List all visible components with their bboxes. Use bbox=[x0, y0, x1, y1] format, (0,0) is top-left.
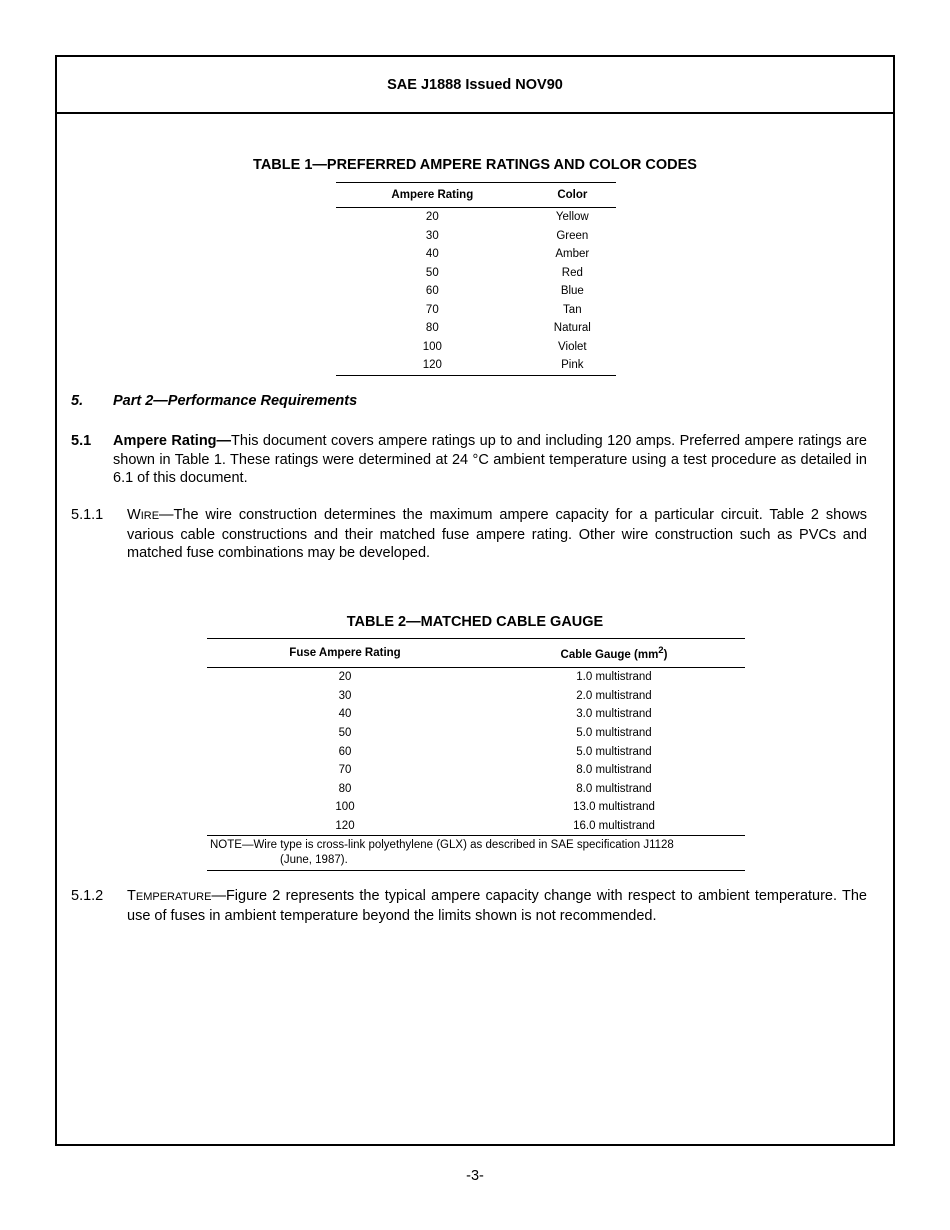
fuse-rating-cell: 50 bbox=[338, 727, 352, 740]
paragraph-number: 5.1.2 bbox=[71, 888, 104, 904]
ampere-cell: 120 bbox=[422, 359, 442, 372]
fuse-rating-cell: 60 bbox=[338, 745, 352, 758]
paragraph-heading-smallcaps: EMPERATURE bbox=[135, 891, 212, 903]
fuse-rating-cell: 40 bbox=[338, 708, 352, 721]
gauge-cell: 13.0 multistrand bbox=[573, 801, 655, 814]
paragraph-heading-smallcaps: IRE bbox=[140, 510, 160, 522]
page-frame bbox=[55, 55, 895, 1146]
column-header: Fuse Ampere Rating bbox=[207, 639, 483, 668]
table-row bbox=[336, 282, 616, 301]
gauge-cell: 5.0 multistrand bbox=[576, 745, 652, 758]
paragraph-5-1-2 bbox=[71, 887, 867, 925]
color-cell: Green bbox=[556, 229, 589, 242]
ampere-cell: 70 bbox=[425, 303, 439, 316]
paragraph-text: —The wire construction determines the maximum ampere capacity for a particular circuit. Table 2 shows various cable constructions and their matched fuse ampere rating. Other wire construction such as PVCs and matched fuse combinations may be developed. bbox=[127, 507, 867, 561]
paragraph-5-1 bbox=[71, 432, 867, 488]
table1-ampere-color bbox=[336, 182, 616, 376]
fuse-rating-cell: 100 bbox=[335, 801, 355, 814]
table1-title: TABLE 1—PREFERRED AMPERE RATINGS AND COLOR CODES bbox=[253, 157, 697, 173]
paragraph-heading-initial: W bbox=[127, 507, 141, 523]
fuse-rating-cell: 80 bbox=[338, 782, 352, 795]
table-row bbox=[207, 687, 745, 706]
ampere-cell: 50 bbox=[425, 266, 439, 279]
table-row bbox=[207, 761, 745, 780]
document-header bbox=[57, 57, 893, 114]
table2-title: TABLE 2—MATCHED CABLE GAUGE bbox=[346, 614, 604, 630]
color-cell: Violet bbox=[558, 340, 587, 353]
section-number: 5. bbox=[71, 393, 84, 409]
table2-cable-gauge bbox=[207, 638, 745, 871]
column-header: Color bbox=[529, 183, 616, 208]
gauge-cell: 5.0 multistrand bbox=[576, 727, 652, 740]
table-row bbox=[207, 724, 745, 743]
column-header: Cable Gauge $(mm^2)$ bbox=[483, 639, 745, 668]
table-row bbox=[336, 208, 616, 227]
gauge-cell: 8.0 multistrand bbox=[576, 764, 652, 777]
section-5-heading bbox=[71, 393, 357, 409]
table-row bbox=[207, 817, 745, 836]
ampere-cell: 20 bbox=[425, 211, 439, 224]
page-number: -3- bbox=[466, 1168, 484, 1184]
fuse-rating-cell: 120 bbox=[335, 820, 355, 833]
color-cell: Tan bbox=[563, 303, 582, 316]
color-cell: Blue bbox=[560, 285, 584, 298]
color-cell: Red bbox=[561, 266, 583, 279]
ampere-cell: 60 bbox=[425, 285, 439, 298]
ampere-cell: 40 bbox=[425, 248, 439, 261]
note-line-2: (June, 1987). bbox=[280, 854, 348, 867]
table-header-row bbox=[207, 639, 745, 668]
table-row bbox=[207, 780, 745, 799]
column-header: Ampere Rating bbox=[336, 183, 529, 208]
table-row bbox=[207, 668, 745, 687]
gauge-cell: 16.0 multistrand bbox=[573, 820, 655, 833]
table-row bbox=[336, 301, 616, 320]
gauge-cell: 3.0 multistrand bbox=[576, 708, 652, 721]
ampere-cell: 30 bbox=[425, 229, 439, 242]
table-row bbox=[207, 742, 745, 761]
paragraph-number: 5.1.1 bbox=[71, 507, 104, 523]
paragraph-text: —Figure 2 represents the typical ampere capacity change with respect to ambient temperature. The use of fuses in ambient temperature beyond the limits shown is not recommended. bbox=[127, 888, 867, 924]
ampere-cell: 80 bbox=[425, 322, 439, 335]
table-row bbox=[336, 245, 616, 264]
paragraph-5-1-1 bbox=[71, 506, 867, 563]
color-cell: Natural bbox=[553, 322, 591, 335]
paragraph-text: This document covers ampere ratings up to and including 120 amps. Preferred ampere ratings are shown in Table 1. These ratings were determined at 24 °C ambient temperature using a test procedure as detailed in 6.1 of this document. bbox=[113, 433, 867, 486]
fuse-rating-cell: 70 bbox=[338, 764, 352, 777]
color-cell: Amber bbox=[555, 248, 590, 261]
table-row bbox=[336, 356, 616, 375]
table-note-row bbox=[207, 836, 745, 871]
table-row bbox=[207, 798, 745, 817]
note-line-1: NOTE—Wire type is cross-link polyethylene (GLX) as described in SAE specification J1128 bbox=[210, 839, 674, 852]
table-row bbox=[207, 705, 745, 724]
paragraph-number: 5.1 bbox=[71, 433, 92, 449]
section-title: Part 2—Performance Requirements bbox=[113, 393, 358, 409]
table-row bbox=[336, 319, 616, 338]
document-title: SAE J1888 Issued NOV90 bbox=[387, 76, 563, 93]
gauge-cell: 1.0 multistrand bbox=[576, 671, 652, 684]
color-cell: Yellow bbox=[555, 211, 589, 224]
paragraph-heading-initial: T bbox=[127, 888, 136, 904]
table-row bbox=[336, 227, 616, 246]
fuse-rating-cell: 30 bbox=[338, 689, 352, 702]
table-header-row bbox=[336, 183, 616, 208]
color-cell: Pink bbox=[561, 359, 584, 372]
table-row bbox=[336, 264, 616, 283]
gauge-cell: 8.0 multistrand bbox=[576, 782, 652, 795]
gauge-cell: 2.0 multistrand bbox=[576, 689, 652, 702]
table-row bbox=[336, 338, 616, 357]
ampere-cell: 100 bbox=[422, 340, 442, 353]
table-note bbox=[207, 836, 745, 871]
paragraph-heading: Ampere Rating— bbox=[113, 433, 232, 449]
fuse-rating-cell: 20 bbox=[338, 671, 352, 684]
